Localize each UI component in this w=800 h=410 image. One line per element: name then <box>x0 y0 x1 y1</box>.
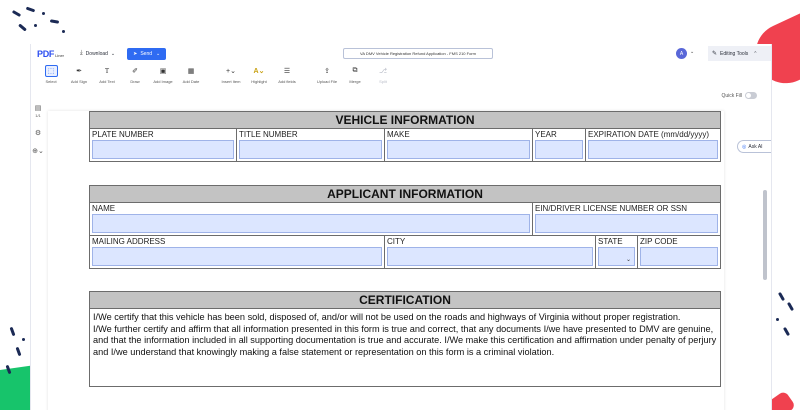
tool-highlight[interactable] <box>245 65 273 84</box>
vehicle-row <box>90 129 720 161</box>
send-icon: ➤ <box>133 50 138 57</box>
merge-icon: ⧉ <box>352 67 358 74</box>
section-title: CERTIFICATION <box>90 292 720 309</box>
applicant-row-1 <box>90 203 720 236</box>
tool-label: Add Date <box>182 79 200 84</box>
expiration-date-field[interactable] <box>588 140 718 159</box>
tool-add-sign[interactable] <box>65 65 93 84</box>
split-icon: ⎇ <box>378 68 388 75</box>
zoom-icon[interactable]: ⊕⌄ <box>32 148 44 155</box>
field-label: EXPIRATION DATE (mm/dd/yyyy) <box>588 130 710 139</box>
chevron-down-icon[interactable]: ⌄ <box>690 49 695 55</box>
toggle-switch[interactable] <box>745 92 757 99</box>
tool-label: Insert Item <box>221 79 241 84</box>
tool-add-fields[interactable] <box>273 65 301 84</box>
field-label: STATE <box>598 237 623 246</box>
tool-add-image[interactable] <box>149 65 177 84</box>
plate-cell <box>90 129 237 161</box>
year-field[interactable] <box>535 140 583 159</box>
pen-sign-icon: ✒ <box>76 68 82 75</box>
title-number-cell <box>237 129 385 161</box>
image-icon: ▣ <box>159 68 167 75</box>
plus-icon: +⌄ <box>226 68 236 75</box>
text-icon: T <box>104 67 110 75</box>
field-label: NAME <box>92 204 116 213</box>
state-select[interactable] <box>598 247 635 266</box>
document-page <box>48 111 724 410</box>
brush-icon: ✐ <box>132 68 138 75</box>
tool-add-text[interactable] <box>93 65 121 84</box>
tool-add-date[interactable] <box>177 65 205 84</box>
tool-merge[interactable] <box>341 65 369 84</box>
vehicle-section <box>89 111 721 162</box>
section-title: APPLICANT INFORMATION <box>90 186 720 203</box>
ask-ai-label: Ask AI <box>748 143 763 150</box>
send-button[interactable] <box>127 48 166 60</box>
tool-label: Add fields <box>278 79 296 84</box>
pages-icon[interactable]: ▤ 1/1 <box>34 105 42 118</box>
certification-section <box>89 291 721 387</box>
editing-tools-toggle[interactable] <box>708 46 772 61</box>
chevron-down-icon: ⌄ <box>625 257 631 263</box>
title-number-field[interactable] <box>239 140 382 159</box>
tool-draw[interactable] <box>121 65 149 84</box>
year-cell <box>533 129 586 161</box>
applicant-section <box>89 185 721 269</box>
tool-select[interactable] <box>37 65 65 84</box>
quick-fill-toggle[interactable] <box>721 92 757 99</box>
make-field[interactable] <box>387 140 530 159</box>
send-label: Send <box>140 50 153 57</box>
editor-window <box>30 44 772 410</box>
certification-text <box>90 309 720 361</box>
city-cell <box>385 236 596 268</box>
mailing-address-field[interactable] <box>92 247 382 266</box>
field-label: TITLE NUMBER <box>239 130 298 139</box>
download-label: Download <box>85 50 108 57</box>
ai-icon: ◎ <box>742 143 747 150</box>
upload-icon: ⇪ <box>324 68 330 75</box>
gear-icon[interactable]: ⚙ <box>34 130 42 137</box>
mailing-cell <box>90 236 385 268</box>
tool-label: Add Image <box>153 79 173 84</box>
cursor-icon: ⬚ <box>45 65 58 77</box>
field-label: MAKE <box>387 130 410 139</box>
zip-cell <box>638 236 720 268</box>
download-button[interactable] <box>74 47 121 60</box>
editing-toolbar <box>31 65 771 89</box>
state-cell <box>596 236 638 268</box>
tool-label: Merge <box>349 79 361 84</box>
chevron-up-icon: ⌃ <box>753 50 758 57</box>
tool-label: Add Sign <box>70 79 88 84</box>
ein-license-ssn-field[interactable] <box>535 214 718 233</box>
editing-tools-label: Editing Tools <box>720 50 749 57</box>
fields-icon: ☰ <box>283 68 291 75</box>
tool-label: Add Text <box>99 79 115 84</box>
chevron-down-icon: ⌄ <box>156 50 161 57</box>
tool-label: Upload File <box>316 79 338 84</box>
field-label: CITY <box>387 237 406 246</box>
document-title[interactable]: VA DMV Vehicle Registration Refund Application - FMS 210 Form <box>343 48 493 59</box>
field-label: EIN/DRIVER LICENSE NUMBER OR SSN <box>535 204 688 213</box>
city-field[interactable] <box>387 247 593 266</box>
tool-upload-file[interactable] <box>313 65 341 84</box>
expiration-cell <box>586 129 720 161</box>
quick-fill-label: Quick Fill <box>721 92 742 99</box>
app-logo[interactable] <box>37 49 64 59</box>
left-sidebar <box>31 104 45 165</box>
field-label: PLATE NUMBER <box>92 130 154 139</box>
tool-label: Highlight <box>251 79 267 84</box>
certification-paragraph-1: I/We certify that this vehicle has been sold, disposed of, and/or will not be used on the roads and highways of Virginia without proper registration. <box>93 312 681 322</box>
logo-text: PDF <box>37 48 55 59</box>
ask-ai-button[interactable] <box>737 140 771 153</box>
page-indicator: 1/1 <box>35 113 41 118</box>
logo-subtext: Liner <box>55 52 65 58</box>
top-bar <box>31 44 771 63</box>
scrollbar[interactable] <box>763 190 767 280</box>
tool-insert-item[interactable] <box>217 65 245 84</box>
ein-cell <box>533 203 720 235</box>
field-label: YEAR <box>535 130 557 139</box>
name-field[interactable] <box>92 214 530 233</box>
name-cell <box>90 203 533 235</box>
calendar-icon: ▦ <box>187 68 195 75</box>
avatar[interactable]: A <box>676 48 687 59</box>
highlight-icon: A⌄ <box>253 68 265 75</box>
field-label: ZIP CODE <box>640 237 678 246</box>
tool-split[interactable] <box>369 65 397 84</box>
applicant-row-2 <box>90 236 720 268</box>
field-label: MAILING ADDRESS <box>92 237 166 246</box>
tool-label: Select <box>45 79 57 84</box>
zip-code-field[interactable] <box>640 247 718 266</box>
tool-label: Draw <box>130 79 140 84</box>
make-cell <box>385 129 533 161</box>
section-title: VEHICLE INFORMATION <box>90 112 720 129</box>
chevron-down-icon: ⌄ <box>110 50 116 57</box>
editing-tools-icon: ✎ <box>712 51 718 57</box>
download-icon: ⤓ <box>80 50 83 56</box>
tool-label: Split <box>379 79 387 84</box>
certification-paragraph-2: I/We further certify and affirm that all information presented in this form is true and correct, that any documents I/we have presented to DMV are genuine, and that the information included in all supporting documentation is true and accurate. I/We make this certification and affirmation under penalty of perjury and I/we understand that knowingly making a false statement or representation on this form is a criminal violation. <box>93 323 717 357</box>
plate-number-field[interactable] <box>92 140 234 159</box>
